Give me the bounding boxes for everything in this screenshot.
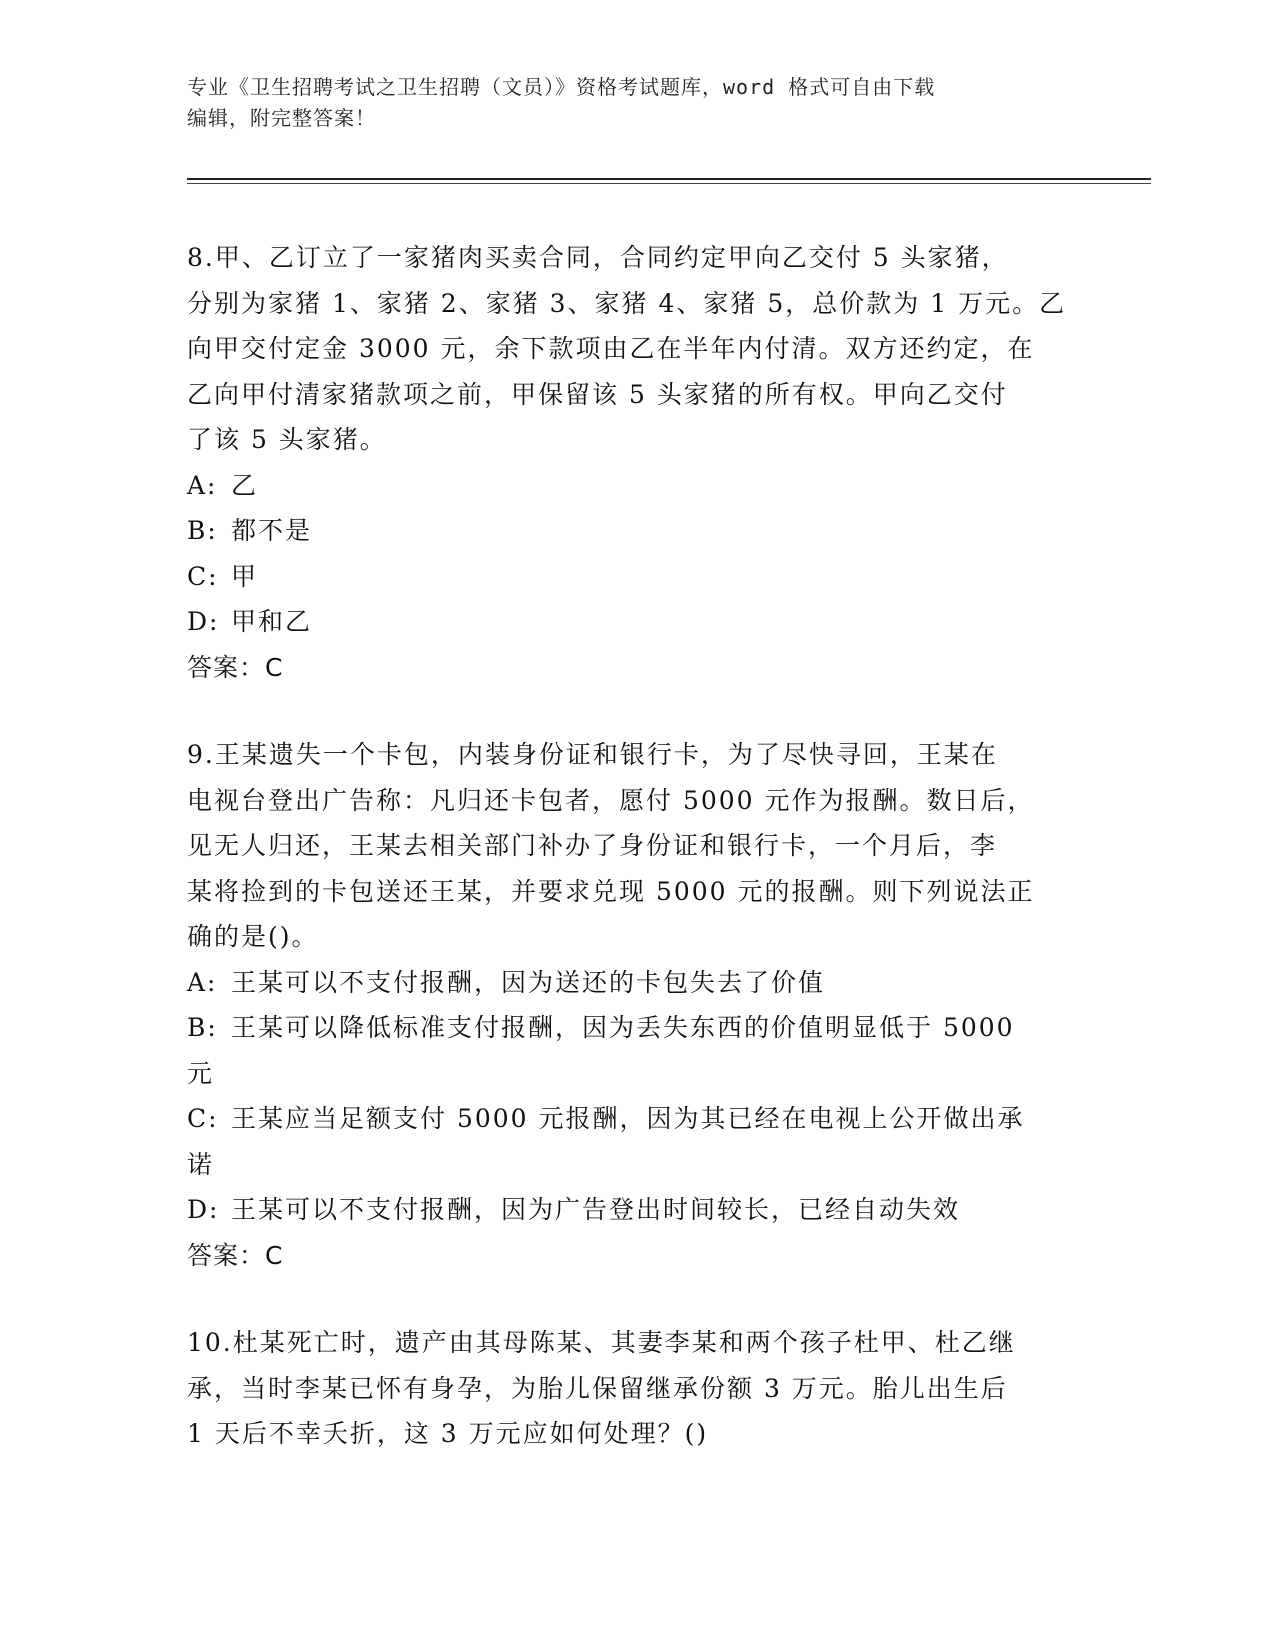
option-key: B: <box>187 516 218 545</box>
option-b <box>187 1005 1087 1051</box>
answer-label: 答案：C <box>187 652 284 682</box>
option-c <box>187 554 1087 600</box>
option-key: D: <box>187 607 220 636</box>
option-d <box>187 599 1087 645</box>
stem-line: 向甲交付定金 3000 元，余下款项由乙在半年内付清。双方还约定，在 <box>187 334 1035 363</box>
option-text: 都不是 <box>231 516 313 545</box>
option-text: 乙 <box>231 470 259 500</box>
question-8 <box>187 235 1087 690</box>
header-divider-thick <box>187 178 1151 180</box>
option-key: C: <box>187 1104 219 1133</box>
header-divider-thin <box>187 183 1151 184</box>
option-a <box>187 463 1087 509</box>
option-c <box>187 1096 1087 1142</box>
option-b <box>187 508 1087 554</box>
stem-line: 某将捡到的卡包送还王某，并要求兑现 5000 元的报酬。则下列说法正 <box>187 876 1035 906</box>
stem-line: 承，当时李某已怀有身孕，为胎儿保留继承份额 3 万元。胎儿出生后 <box>187 1373 1008 1403</box>
stem-line: 8.甲、乙订立了一家猪肉买卖合同，合同约定甲向乙交付 5 头家猪， <box>187 243 1009 272</box>
stem-line: 1 天后不幸夭折，这 3 万元应如何处理？() <box>187 1419 709 1448</box>
stem-line: 了该 5 头家猪。 <box>187 425 387 454</box>
header-title-line-2: 编辑，附完整答案！ <box>187 106 376 130</box>
header-title-line-1: 专业《卫生招聘考试之卫生招聘（文员）》资格考试题库，word 格式可自由下载 <box>187 75 936 99</box>
option-text: 王某可以不支付报酬，因为广告登出时间较长，已经自动失效 <box>231 1195 961 1224</box>
option-text: 王某应当足额支付 5000 元报酬，因为其已经在电视上公开做出承 <box>231 1104 1025 1133</box>
option-key: B: <box>187 1013 218 1042</box>
question-10 <box>187 1320 1087 1457</box>
answer-label: 答案：C <box>187 1240 284 1270</box>
question-list <box>187 235 1087 1457</box>
option-key: D: <box>187 1195 220 1224</box>
option-key: C: <box>187 561 219 591</box>
stem-line: 9.王某遗失一个卡包，内装身份证和银行卡，为了尽快寻回，王某在 <box>187 740 998 769</box>
option-text: 甲和乙 <box>231 607 313 636</box>
stem-line: 分别为家猪 1、家猪 2、家猪 3、家猪 4、家猪 5，总价款为 1 万元。乙 <box>187 288 1067 318</box>
page-header <box>187 72 1087 134</box>
option-text: 王某可以不支付报酬，因为送还的卡包失去了价值 <box>231 967 826 997</box>
question-stem <box>187 1320 1087 1457</box>
question-9 <box>187 732 1087 1278</box>
option-a <box>187 960 1087 1006</box>
stem-line: 电视台登出广告称：凡归还卡包者，愿付 5000 元作为报酬。数日后， <box>187 785 1035 815</box>
stem-line: 10.杜某死亡时，遗产由其母陈某、其妻李某和两个孩子杜甲、杜乙继 <box>187 1328 1016 1357</box>
question-stem <box>187 235 1087 463</box>
option-d <box>187 1187 1087 1233</box>
question-stem <box>187 732 1087 960</box>
option-key: A: <box>187 470 218 500</box>
option-b-continuation: 元 <box>187 1058 215 1088</box>
stem-line: 乙向甲付清家猪款项之前，甲保留该 5 头家猪的所有权。甲向乙交付 <box>187 379 1008 409</box>
stem-line: 确的是()。 <box>187 922 319 951</box>
question-spacer <box>187 690 1087 732</box>
option-key: A: <box>187 967 218 997</box>
question-spacer <box>187 1278 1087 1320</box>
option-c-continuation: 诺 <box>187 1149 215 1179</box>
option-text: 甲 <box>231 561 259 591</box>
option-text: 王某可以降低标准支付报酬，因为丢失东西的价值明显低于 5000 <box>231 1013 1015 1042</box>
stem-line: 见无人归还，王某去相关部门补办了身份证和银行卡，一个月后，李 <box>187 831 998 860</box>
